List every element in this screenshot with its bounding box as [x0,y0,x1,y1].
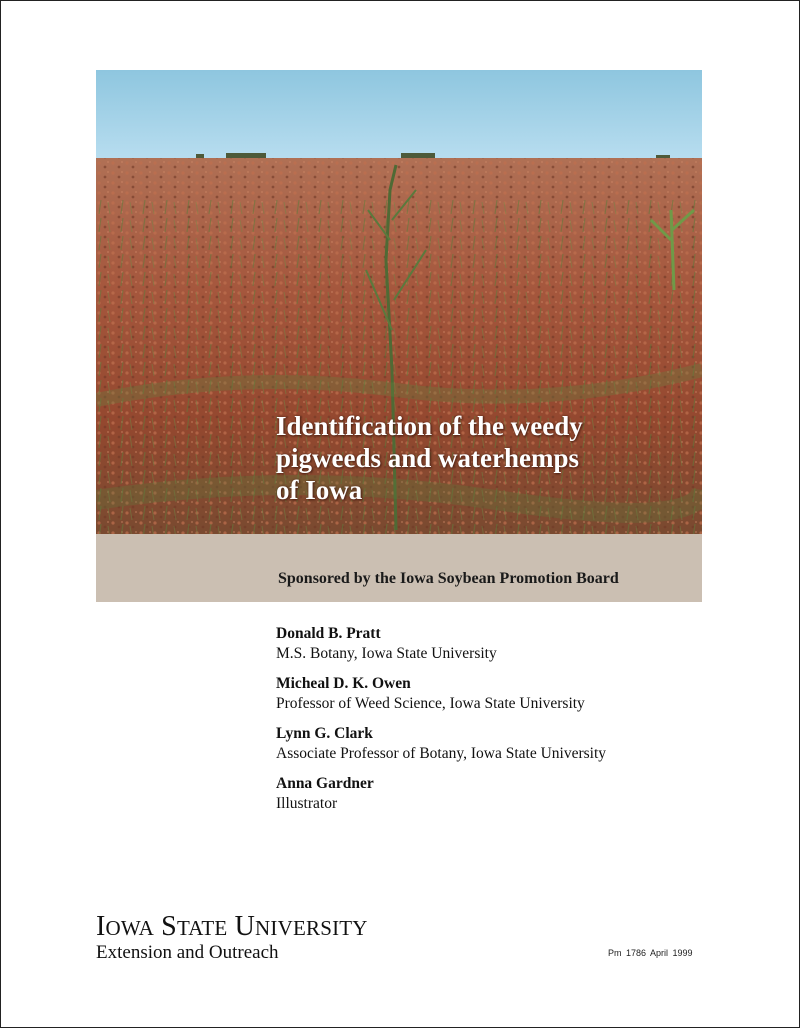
author-role: Associate Professor of Botany, Iowa State University [276,745,607,762]
extension-unit: Extension and Outreach [96,942,279,963]
university-logo [96,912,368,943]
author-item [276,774,716,814]
logo-letter: U [234,911,256,942]
logo-letters: OWA [105,916,154,940]
author-role: M.S. Botany, Iowa State University [276,645,497,662]
logo-letters: NIVERSITY [255,916,368,940]
logo-letter: I [96,911,106,942]
author-role: Illustrator [276,795,338,812]
author-item [276,724,716,764]
author-name: Donald B. Pratt [276,625,381,642]
author-list [276,624,716,824]
logo-letter: S [161,911,177,942]
publication-number: Pm 1786 April 1999 [608,948,693,958]
author-name: Lynn G. Clark [276,725,373,742]
cover-photo [96,70,702,534]
author-item [276,624,716,664]
cover-title: Identification of the weedy pigweeds and waterhemps of Iowa [276,411,583,505]
author-item [276,674,716,714]
logo-space [227,911,234,942]
logo-letters: TATE [176,916,228,940]
author-role: Professor of Weed Science, Iowa State University [276,695,585,712]
sponsor-text: Sponsored by the Iowa Soybean Promotion Board [278,570,619,587]
author-name: Micheal D. K. Owen [276,675,411,692]
sponsor-band [96,534,702,602]
author-name: Anna Gardner [276,775,374,792]
